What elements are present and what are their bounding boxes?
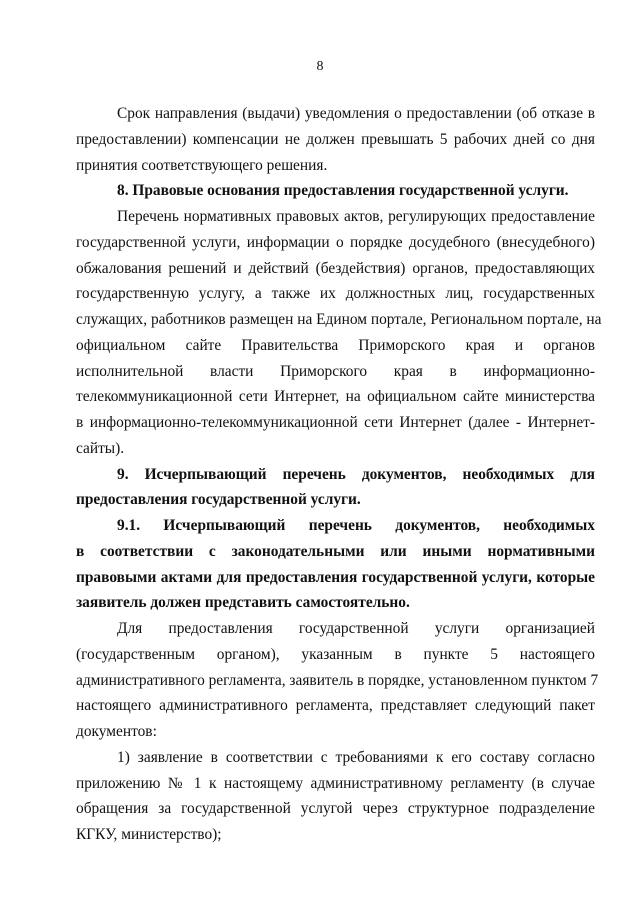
- paragraph-line: государственную услугу, а также их должностных лиц, государственных: [76, 285, 595, 303]
- page-number: 8: [316, 59, 324, 74]
- paragraph-line: 9. Исчерпывающий перечень документов, необходимых для: [117, 465, 595, 483]
- page-body: [76, 101, 602, 848]
- paragraph-line: принятия соответствующего решения.: [76, 156, 328, 174]
- paragraph-p6: [76, 616, 599, 745]
- paragraph-line: Срок направления (выдачи) уведомления о предоставлении (об отказе в: [117, 105, 595, 122]
- paragraph-line: 1) заявление в соответствии с требованиями к его составу согласно: [117, 748, 595, 766]
- paragraph-line: официальном сайте Правительства Приморского края и органов: [76, 336, 595, 354]
- paragraph-line: административного регламента, заявитель в порядке, установленном пунктом 7: [76, 671, 599, 689]
- paragraph-line: служащих, работников размещен на Едином портале, Региональном портале, на: [76, 311, 602, 328]
- paragraph-line: государственной услуги, информации о порядке досудебного (внесудебного): [76, 233, 595, 251]
- paragraph-line: заявитель должен представить самостоятельно.: [76, 594, 410, 612]
- paragraph-line: исполнительной власти Приморского края в информационно-: [76, 362, 595, 380]
- paragraph-line: документов:: [76, 723, 157, 740]
- paragraph-line: приложению № 1 к настоящему административному регламенту (в случае: [76, 774, 595, 792]
- paragraph-p2: [76, 178, 595, 204]
- paragraph-line: (государственным органом), указанным в пункте 5 настоящего: [76, 645, 595, 663]
- paragraph-p3: [76, 204, 602, 462]
- paragraph-line: телекоммуникационной сети Интернет, на официальном сайте министерства: [76, 388, 595, 406]
- paragraph-p1: [76, 101, 595, 178]
- paragraph-line: 8. Правовые основания предоставления государственной услуги.: [117, 182, 569, 200]
- paragraph-line: в информационно-телекоммуникационной сети Интернет (далее - Интернет-: [76, 414, 595, 431]
- paragraph-p7: [76, 745, 595, 848]
- paragraph-line: 9.1. Исчерпывающий перечень документов, необходимых: [117, 517, 595, 534]
- paragraph-line: предоставления государственной услуги.: [76, 491, 361, 509]
- paragraph-p5: [76, 513, 595, 616]
- paragraph-line: Перечень нормативных правовых актов, регулирующих предоставление: [117, 208, 595, 225]
- paragraph-line: Для предоставления государственной услуги организацией: [117, 620, 595, 637]
- paragraph-line: КГКУ, министерство);: [76, 826, 222, 843]
- paragraph-line: в соответствии с законодательными или иными нормативными: [76, 542, 595, 560]
- paragraph-line: обращения за государственной услугой через структурное подразделение: [76, 800, 595, 818]
- paragraph-line: сайты).: [76, 439, 125, 457]
- paragraph-line: настоящего административного регламента, представляет следующий пакет: [76, 697, 595, 715]
- paragraph-p4: [76, 462, 595, 514]
- paragraph-line: правовыми актами для предоставления государственной услуги, которые: [76, 568, 595, 586]
- paragraph-line: обжалования решений и действий (бездействия) органов, предоставляющих: [76, 259, 595, 277]
- paragraph-line: предоставлении) компенсации не должен превышать 5 рабочих дней со дня: [76, 130, 595, 148]
